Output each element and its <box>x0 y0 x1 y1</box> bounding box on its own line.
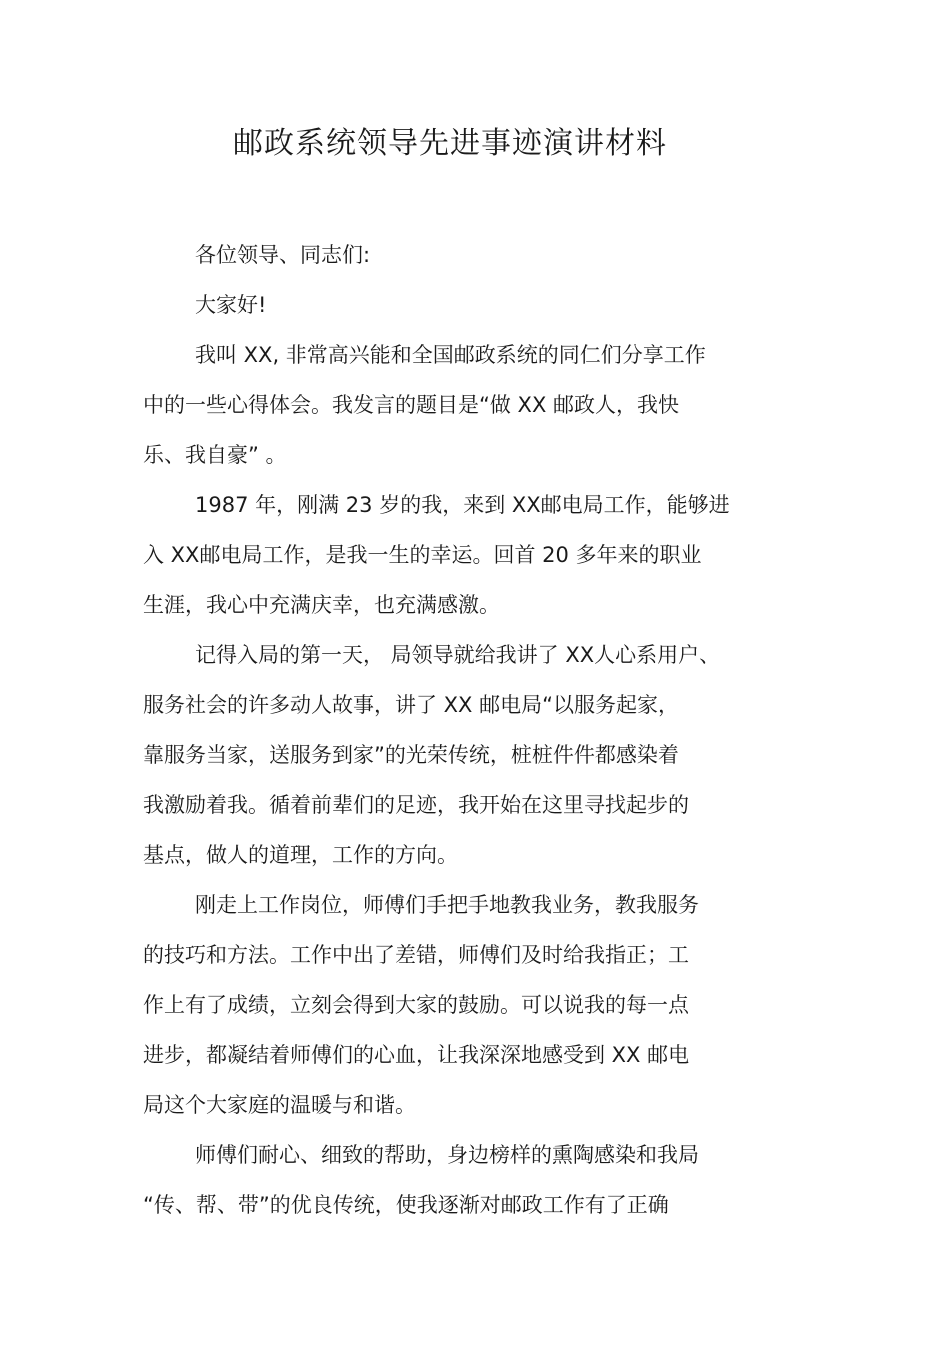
paragraph-line: 靠服务当家，送服务到家”的光荣传统，桩桩件件都感染着 <box>143 743 679 767</box>
paragraph-line: 中的一些心得体会。我发言的题目是“做 XX 邮政人，我快 <box>143 393 680 417</box>
paragraph-line: 入 XX邮电局工作，是我一生的幸运。回首 20 多年来的职业 <box>143 543 702 567</box>
paragraph-line: 基点，做人的道理，工作的方向。 <box>143 843 458 867</box>
paragraph-line: “传、帮、带”的优良传统，使我逐渐对邮政工作有了正确 <box>143 1193 669 1217</box>
paragraph-line: 作上有了成绩，立刻会得到大家的鼓励。可以说我的每一点 <box>143 993 689 1017</box>
paragraph-line: 师傅们耐心、细致的帮助，身边榜样的熏陶感染和我局 <box>195 1143 699 1167</box>
paragraph-line: 进步，都凝结着师傅们的心血，让我深深地感受到 XX 邮电 <box>143 1043 690 1067</box>
paragraph-line: 1987 年，刚满 23 岁的我，来到 XX邮电局工作，能够进 <box>195 493 730 517</box>
greeting-line: 大家好! <box>195 293 267 317</box>
paragraph-line: 刚走上工作岗位，师傅们手把手地教我业务，教我服务 <box>195 893 699 917</box>
paragraph-line: 的技巧和方法。工作中出了差错，师傅们及时给我指正；工 <box>143 943 689 967</box>
paragraph-line: 我叫 XX, 非常高兴能和全国邮政系统的同仁们分享工作 <box>195 343 706 367</box>
paragraph-line: 局这个大家庭的温暖与和谐。 <box>143 1093 416 1117</box>
paragraph-line: 记得入局的第一天， 局领导就给我讲了 XX人心系用户、 <box>195 643 721 667</box>
paragraph-line: 我激励着我。循着前辈们的足迹，我开始在这里寻找起步的 <box>143 793 689 817</box>
paragraph-line: 乐、我自豪” 。 <box>143 443 287 467</box>
paragraph-line: 服务社会的许多动人故事，讲了 XX 邮电局“以服务起家， <box>143 693 680 717</box>
salutation-line: 各位领导、同志们: <box>195 243 371 267</box>
document-title: 邮政系统领导先进事迹演讲材料 <box>233 126 667 161</box>
paragraph-line: 生涯，我心中充满庆幸，也充满感激。 <box>143 593 500 617</box>
